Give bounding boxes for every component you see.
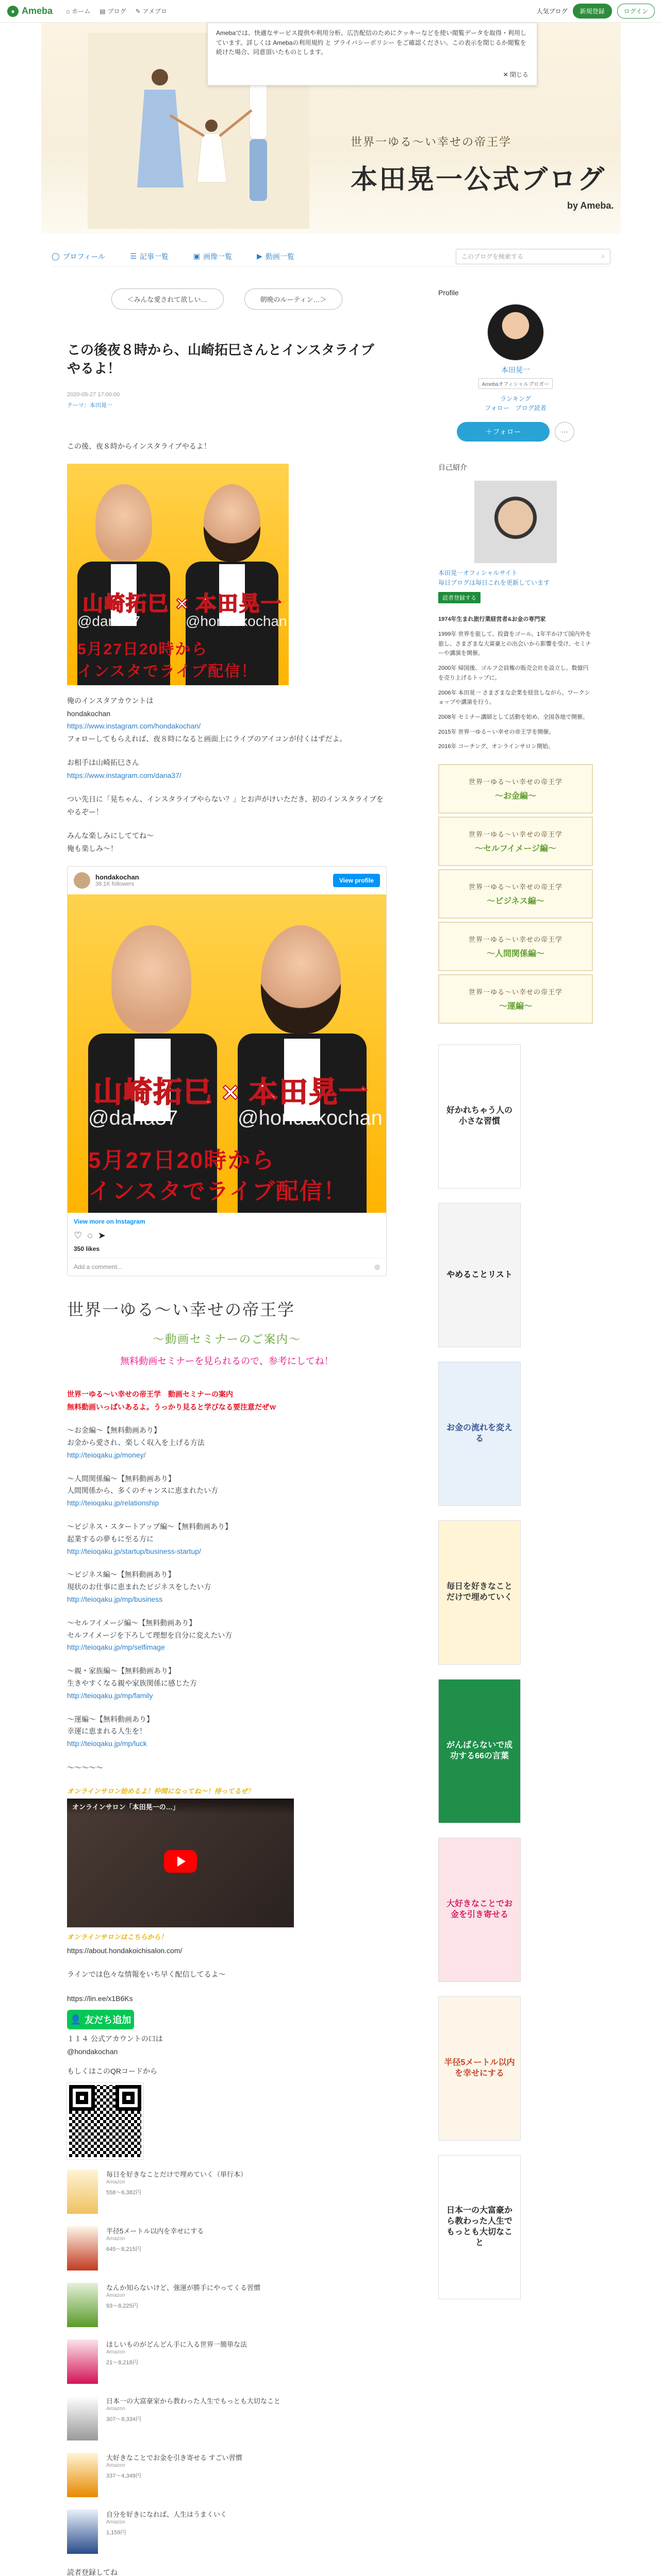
sidebar-book[interactable] xyxy=(438,1679,521,1823)
popular-blog-link[interactable]: 人気ブログ xyxy=(536,8,568,15)
intro-text: 2016年 コーチング、オンラインサロン開始。 xyxy=(438,743,554,750)
wavy-divider: 〜〜〜〜〜 xyxy=(67,1764,103,1772)
seminar-item-money: 〜お金編〜【無料動画あり】 お金から愛され、楽しく収入を上げる方法 http://teioqaku.jp/money/ xyxy=(67,1426,205,1459)
book-item[interactable]: ほしいものがどんどん手に入る世界一簡単な法 Amazon 21〜8,218円 xyxy=(67,2340,387,2384)
line-qr-code xyxy=(67,2083,143,2159)
seminar-red-intro: 世界一ゆる〜い幸せの帝王学 動画セミナーの案内 無料動画いっぱいあるよ。うっかり見ると学びなる要注意だぜｗ xyxy=(67,1390,276,1411)
article-title: この後夜８時から、山崎拓巳さんとインスタライブやるよ！ xyxy=(67,342,374,377)
profile-name[interactable]: 本田晃一 xyxy=(501,366,530,374)
partner-instagram-link[interactable]: https://www.instagram.com/dana37/ xyxy=(67,771,181,779)
sidebar-book[interactable] xyxy=(438,1362,521,1506)
search-icon[interactable]: ⌕ xyxy=(601,252,605,260)
sidebar-book[interactable] xyxy=(438,2155,521,2299)
header-tagline: 世界一ゆる～い幸せの帝王学 xyxy=(351,135,512,148)
sidebar-book-title: 好かれちゃう人の小さな習慣 xyxy=(446,1106,512,1126)
top-nav-ameblo[interactable]: ✎ アメブロ xyxy=(135,7,167,15)
profile-heading: Profile xyxy=(438,289,459,297)
next-article-button[interactable]: 朝晩のルーティン…＞ xyxy=(244,289,343,310)
online-salon-link[interactable]: https://about.hondakoichisalon.com/ xyxy=(67,1946,183,1955)
sidebar-book-title: 毎日を好きなことだけで埋めていく xyxy=(446,1582,512,1602)
partner-info: お相手は山崎拓巳さん https://www.instagram.com/dana37/ xyxy=(67,758,181,779)
seminar-link[interactable]: http://teioqaku.jp/money/ xyxy=(67,1450,146,1459)
avatar[interactable] xyxy=(74,872,90,889)
book-item[interactable]: なんか知らないけど、強運が勝手にやってくる習慣 Amazon 93〜8,225円 xyxy=(67,2283,387,2327)
seminar-link[interactable]: http://teioqaku.jp/relationship xyxy=(67,1499,159,1507)
book-item[interactable]: 半径5メートル以内を幸せにする Amazon 645〜8,215円 xyxy=(67,2226,387,2270)
sidebar-book[interactable] xyxy=(438,1044,521,1189)
ig-post-image[interactable]: 山崎拓巳 × 本田晃一 @dana37 @hondakochan 5月27日20時から インスタでライブ配信！ xyxy=(68,894,386,1213)
top-bar xyxy=(0,0,662,23)
intro-subtext: 毎日ブログは毎日これを更新しています xyxy=(438,579,550,587)
sidebar-book[interactable] xyxy=(438,1203,521,1347)
play-icon[interactable] xyxy=(164,1850,197,1873)
intro-text: 1974年生まれ旅行業経営者&お金の専門家 xyxy=(438,616,546,623)
youtube-video[interactable]: オンラインサロン「本田晃一の…」 xyxy=(67,1799,294,1927)
article-intro: この後、夜８時からインスタライブやるよ！ xyxy=(67,442,211,450)
line-link[interactable]: https://lin.ee/x1B6Ks xyxy=(67,1994,133,2003)
nav-articles[interactable]: ☰ 記事一覧 xyxy=(130,252,169,261)
seminar-item-selfimage: 〜セルフイメージ編〜【無料動画あり】 セルフイメージを下ろして理想を自分に変えたい方 http://teioqaku.jp/mp/selfimage xyxy=(67,1618,233,1652)
nav-images[interactable]: ▣ 画像一覧 xyxy=(193,252,233,261)
ig-likes: 350 likes xyxy=(74,1245,100,1253)
seminar-item-startup: 〜ビジネス・スタートアップ編〜【無料動画あり】 起業するの夢もに至る方に http://teioqaku.jp/startup/business-startup/ xyxy=(67,1522,233,1555)
nav-profile[interactable]: ◯ プロフィール xyxy=(52,252,106,261)
seminar-banner[interactable]: 世界一ゆる〜い幸せの帝王学 〜お金編〜 xyxy=(438,764,593,814)
comment-icon[interactable]: ◌ xyxy=(87,1230,93,1241)
seminar-link[interactable]: http://teioqaku.jp/mp/business xyxy=(67,1595,163,1604)
profile-avatar[interactable] xyxy=(487,304,544,361)
view-profile-button[interactable]: View profile xyxy=(333,874,380,887)
reader-register-button[interactable]: 読者登録する xyxy=(438,592,481,603)
sidebar-book-title: がんばらないで成功する66の言葉 xyxy=(446,1741,512,1760)
instagram-info: 俺のインスタアカウントは hondakochan https://www.instagram.com/hondakochan/ フォローしてもらえれば、夜８時になると画面上にライブのアイコンが付くはずだよ。 xyxy=(67,697,347,743)
intro-text: 2006年 本田晃一 さまざまな企業を経営しながら、ワークショップや講演を行う。 xyxy=(438,689,590,706)
person-icon: ◯ xyxy=(52,252,60,260)
line-add-friend-button[interactable]: 👤 友だち追加 xyxy=(67,2010,134,2029)
seminar-item-family: 〜親・家族編〜【無料動画あり】 生きやすくなる親や家族関係に感じた方 http://teioqaku.jp/mp/family xyxy=(67,1667,197,1700)
official-badge: Amebaオフィシャルブロガー xyxy=(478,378,553,389)
online-salon-cta: オンラインサロンはこちらから！ xyxy=(67,1933,168,1941)
home-icon: ⌂ xyxy=(66,7,70,15)
sidebar-book-title: 日本一の大富豪から教わった人生でもっとも大切なこと xyxy=(446,2206,512,2247)
cookie-close-button[interactable]: ✕ 閉じる xyxy=(503,71,528,79)
top-nav xyxy=(66,7,167,15)
intro-text: 2015年 世界一ゆる〜い幸せの帝王学を開催。 xyxy=(438,728,555,735)
seminar-banner[interactable]: 世界一ゆる〜い幸せの帝王学 〜人間関係編〜 xyxy=(438,922,593,971)
sidebar-book-title: 半径5メートル以内を幸せにする xyxy=(444,2058,515,2078)
ig-followers: 38.1K followers xyxy=(95,881,135,888)
seminar-item-relationship: 〜人間関係編〜【無料動画あり】 人間関係から、多くのチャンスに恵まれたい方 http://teioqaku.jp/relationship xyxy=(67,1474,219,1507)
view-more-instagram-link[interactable]: View more on Instagram xyxy=(74,1218,145,1226)
book-item[interactable]: 大好きなことでお金を引き寄せる すごい習慣 Amazon 337〜4,349円 xyxy=(67,2453,387,2497)
ig-comment-input[interactable]: Add a comment... xyxy=(74,1263,123,1271)
sidebar-book-title: 大好きなことでお金を引き寄せる xyxy=(446,1900,512,1919)
cookie-notice xyxy=(207,23,537,86)
article-date: 2020-05-27 17:00:00 xyxy=(67,391,120,398)
ig-username[interactable]: hondakochan xyxy=(95,873,139,881)
official-site-link[interactable]: 本田晃一オフィシャルサイト xyxy=(438,569,518,577)
sidebar-book-title: お金の流れを変える xyxy=(446,1423,512,1443)
image-icon: ▣ xyxy=(193,252,201,260)
seminar-link[interactable]: http://teioqaku.jp/startup/business-startup/ xyxy=(67,1547,201,1555)
register-button[interactable]: 新規登録 xyxy=(573,4,612,19)
ameba-logo-icon: ● xyxy=(7,6,19,17)
blog-nav xyxy=(52,246,610,267)
seminar-banner[interactable]: 世界一ゆる〜い幸せの帝王学 〜セルフイメージ編〜 xyxy=(438,817,593,866)
ameba-logo[interactable]: ● Ameba xyxy=(7,6,53,17)
sidebar-book[interactable] xyxy=(438,1838,521,1982)
blog-search-input[interactable]: このブログを検索する ⌕ xyxy=(456,249,610,264)
article-para-3: つい先日に「晃ちゃん、インスタライブやらない？」とお声がけいただき、初のインスタライブをやるぞー！ xyxy=(67,795,384,816)
by-ameba: by Ameba. xyxy=(567,200,614,211)
seminar-banner[interactable]: 世界一ゆる〜い幸せの帝王学 〜ビジネス編〜 xyxy=(438,869,593,919)
seminar-subtitle: 〜動画セミナーのご案内〜 xyxy=(152,1333,301,1346)
seminar-link[interactable]: http://teioqaku.jp/mp/luck xyxy=(67,1739,147,1748)
heart-icon[interactable]: ♡ xyxy=(74,1230,82,1241)
intro-photo xyxy=(474,481,557,563)
sidebar-follow-button[interactable]: ＋フォロー xyxy=(457,422,550,442)
online-salon-heading: オンラインサロン始めるよ！仲間になってね〜！待ってるぜ！ xyxy=(67,1787,255,1795)
seminar-note: 無料動画セミナーを見られるので、参考にしてね！ xyxy=(120,1356,334,1367)
list-icon: ☰ xyxy=(130,252,137,260)
book-item[interactable]: 自分を好きになれば、人生はうまくいく Amazon 1,159円 xyxy=(67,2510,387,2554)
seminar-banner[interactable]: 世界一ゆる〜い幸せの帝王学 〜運編〜 xyxy=(438,974,593,1024)
reader-register-link[interactable]: 読者登録してね xyxy=(67,2568,118,2576)
seminar-link[interactable]: http://teioqaku.jp/mp/family xyxy=(67,1691,153,1700)
pen-icon: ✎ xyxy=(135,7,141,15)
promo-image: 山崎拓巳 × 本田晃一 @dana37 @hondakochan 5月27日20時から インスタでライブ配信！ xyxy=(67,464,289,685)
qr-text: もしくはこのQRコードから xyxy=(67,2067,157,2076)
article xyxy=(67,289,387,2576)
sidebar xyxy=(438,289,593,2314)
self-intro-heading: 自己紹介 xyxy=(438,463,467,471)
video-icon: ▶ xyxy=(257,252,262,260)
book-item[interactable]: 毎日を好きなことだけで埋めていく（単行本） Amazon 558〜6,382円 xyxy=(67,2170,387,2214)
blog-header[interactable] xyxy=(41,23,621,234)
login-button[interactable]: ログイン xyxy=(617,4,655,19)
seminar-title: 世界一ゆる〜い幸せの帝王学 xyxy=(67,1300,295,1320)
doc-icon: ▤ xyxy=(100,7,106,15)
instagram-link[interactable]: https://www.instagram.com/hondakochan/ xyxy=(67,722,201,731)
more-icon[interactable]: ⋯ xyxy=(555,422,574,442)
sidebar-book-title: やめることリスト xyxy=(446,1270,512,1279)
instagram-embed xyxy=(67,866,387,1276)
article-para-4: みんな楽しみにしててね〜 俺も楽しみ〜！ xyxy=(67,832,154,853)
instagram-icon[interactable]: ◎ xyxy=(374,1263,380,1271)
nav-videos[interactable]: ▶ 動画一覧 xyxy=(257,252,294,261)
article-theme[interactable]: テーマ：本田晃一 xyxy=(67,402,112,409)
cookie-text: Amebaでは、快適なサービス提供や利用分析、広告配信のためにクッキーなどを使い閲覧データを取得・利用しています。詳しくは Amebaの利用規約 と プライバシーポリシー をご確認ください。この表示を閉じるか閲覧を続けた場合、同意頂いたものとします。 xyxy=(216,29,527,56)
intro-text: 2000年 帰国後、ゴルフ会員権の販売会社を設立し、数億円を売り上げるトップに。 xyxy=(438,665,589,681)
profile-stats[interactable]: ランキング フォロー ブログ読者 xyxy=(485,395,547,412)
intro-text: 2008年 セミナー講師として活動を始め、全国各地で開催。 xyxy=(438,714,589,720)
blog-title: 本田晃一公式ブログ xyxy=(351,164,606,195)
seminar-item-luck: 〜運編〜【無料動画あり】 幸運に恵まれる人生を！ http://teioqaku.jp/mp/luck xyxy=(67,1715,154,1748)
book-item[interactable]: 日本一の大富豪家から教わった人生でもっとも大切なこと Amazon 307〜8,334円 xyxy=(67,2396,387,2441)
seminar-item-business: 〜ビジネス編〜【無料動画あり】 現状のお仕事に恵まれたビジネスをしたい方 http://teioqaku.jp/mp/business xyxy=(67,1570,211,1604)
sidebar-book[interactable] xyxy=(438,1996,521,2141)
intro-text: 1999年 世界を旅して、投資をゴール。1年半かけて国内外を旅し、さまざまな大富豪との出会いから影響を受け、セミナーや講演を開催。 xyxy=(438,631,591,657)
top-nav-home[interactable]: ⌂ ホーム xyxy=(66,7,91,15)
line-text: ラインでは色々な情報をいち早く配信してるよ〜 xyxy=(67,1970,226,1979)
sidebar-book[interactable] xyxy=(438,1520,521,1665)
prev-article-button[interactable]: ＜みんな愛されて欲しい… xyxy=(111,289,224,310)
top-nav-blog[interactable]: ▤ ブログ xyxy=(100,7,126,15)
share-icon[interactable]: ➤ xyxy=(97,1230,106,1241)
seminar-link[interactable]: http://teioqaku.jp/mp/selfimage xyxy=(67,1643,165,1652)
line-id-block: １１４ 公式アカウントの口は @hondakochan xyxy=(67,2035,163,2056)
person-add-icon: 👤 xyxy=(70,2014,82,2025)
